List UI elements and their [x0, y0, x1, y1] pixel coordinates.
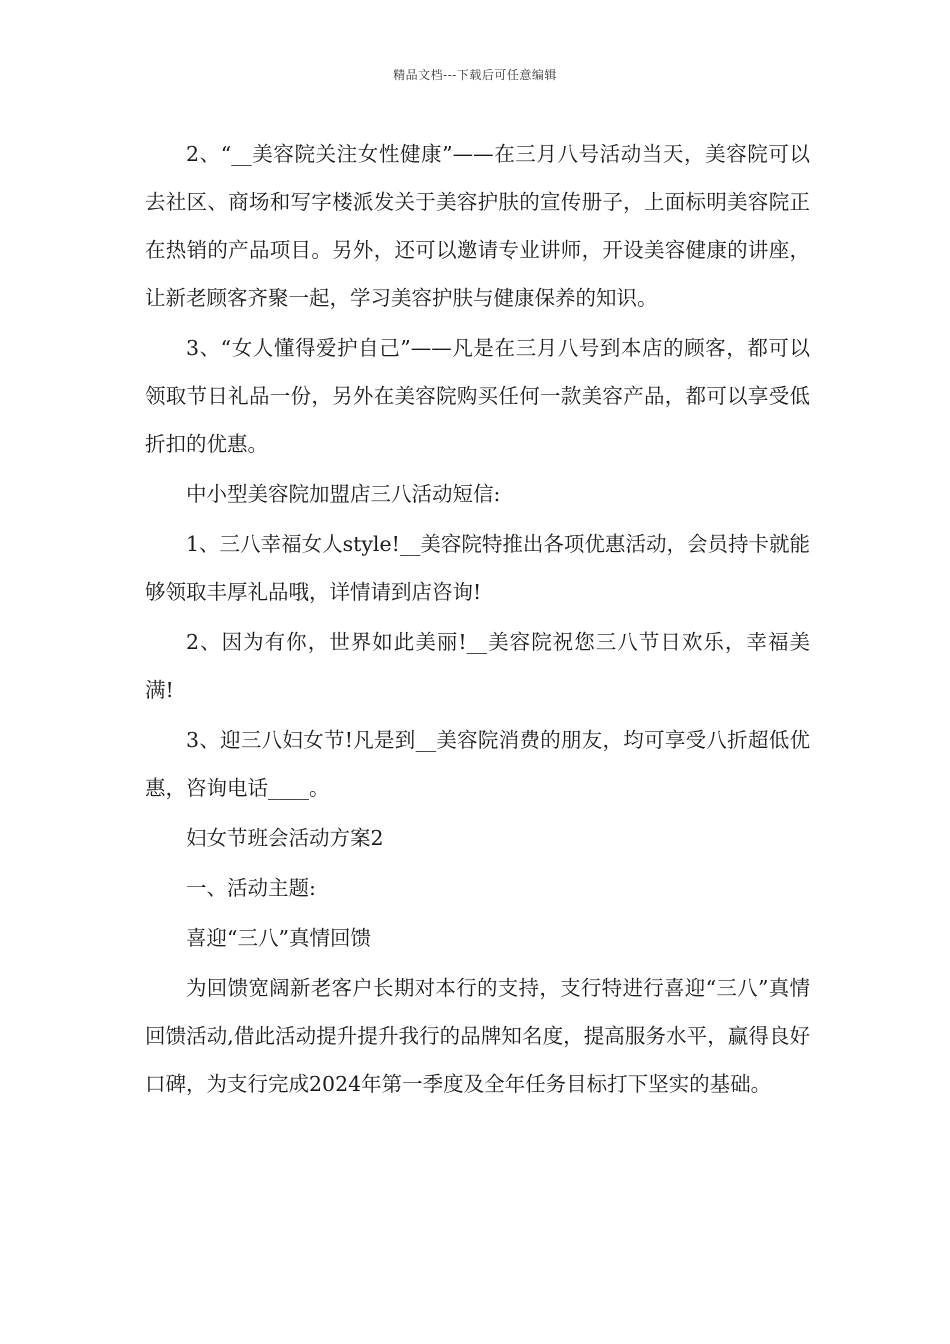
theme-text: 喜迎“三八”真情回馈	[186, 926, 371, 950]
paragraph-item-2-health: 2、“__美容院关注女性健康”——在三月八号活动当天，美容院可以去社区、商场和写字楼派发关于美容护肤的宣传册子，上面标明美容院正在热销的产品项目。另外，还可以邀请专业讲师，开设美容健康的讲座，让新老顾客齐聚一起，学习美容护肤与健康保养的知识。	[145, 142, 810, 310]
paragraph-item-3-self-care: 3、“女人懂得爱护自己”——凡是在三月八号到本店的顾客，都可以领取节日礼品一份，另外在美容院购买任何一款美容产品，都可以享受低折扣的优惠。	[145, 336, 810, 456]
section-heading-sms: 中小型美容院加盟店三八活动短信:	[186, 482, 501, 506]
paragraph-sms-1: 1、三八幸福女人style!__美容院特推出各项优惠活动，会员持卡就能够领取丰厚礼品哦，详情请到店咨询!	[145, 532, 810, 604]
section-heading-theme: 一、活动主题:	[186, 876, 316, 900]
document-body	[145, 130, 810, 1110]
paragraph-purpose: 为回馈宽阔新老客户长期对本行的支持，支行特进行喜迎“三八”真情回馈活动,借此活动提升提升我行的品牌知名度，提高服务水平，赢得良好口碑，为支行完成2024年第一季度及全年任务目标打下坚实的基础。	[145, 976, 810, 1096]
paragraph-sms-2: 2、因为有你，世界如此美丽!__美容院祝您三八节日欢乐，幸福美满!	[145, 630, 810, 702]
section-title-plan-2: 妇女节班会活动方案2	[186, 826, 384, 850]
paragraph-sms-3: 3、迎三八妇女节!凡是到__美容院消费的朋友，均可享受八折超低优惠，咨询电话____。	[145, 728, 810, 800]
page-header: 精品文档---下载后可任意编辑	[393, 68, 557, 82]
